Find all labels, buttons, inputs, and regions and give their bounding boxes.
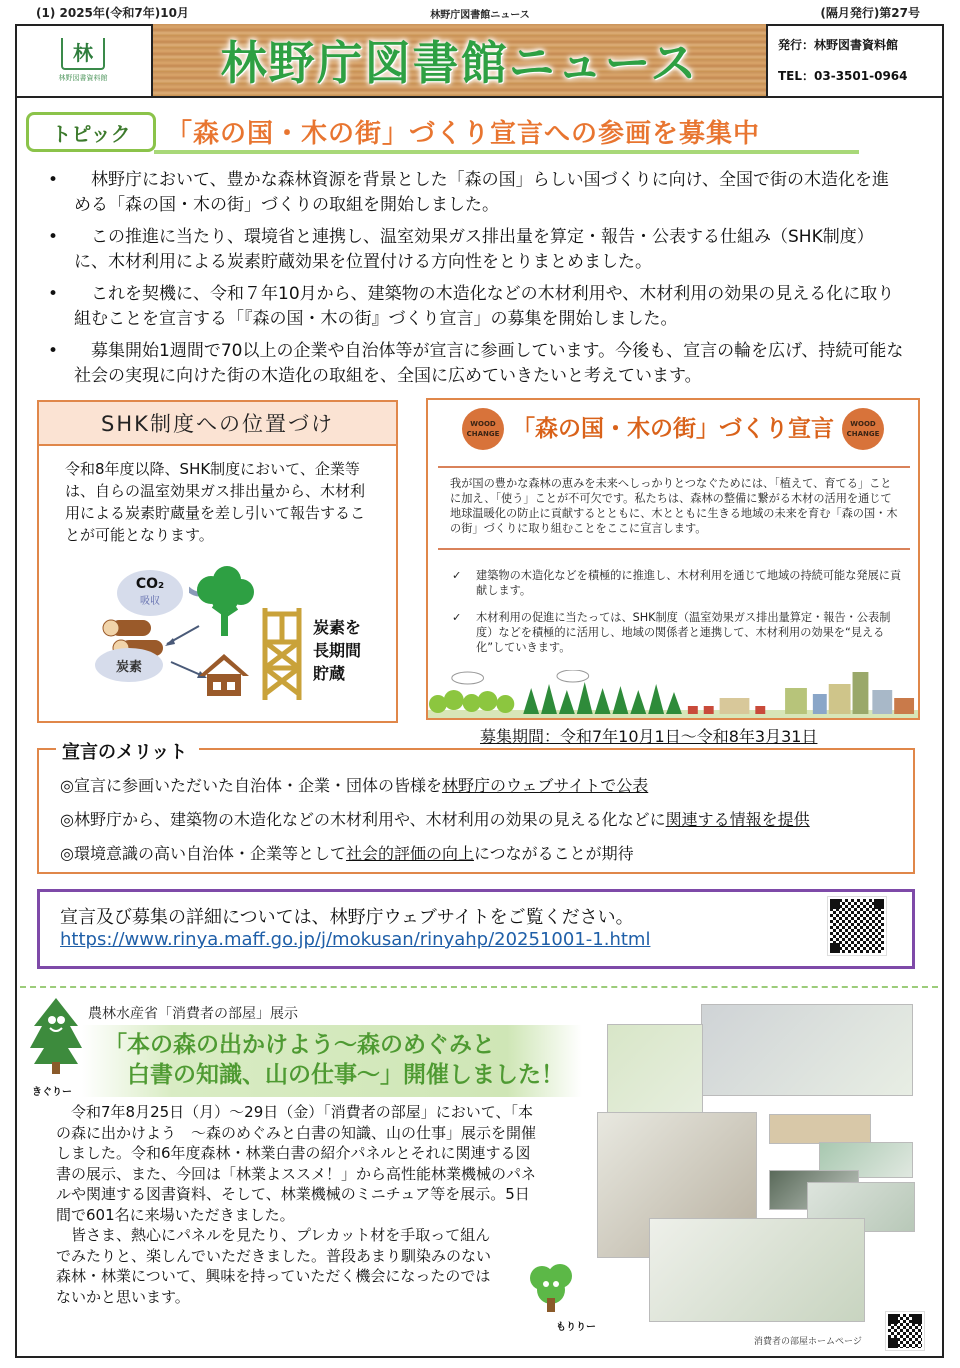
merit-item: ◎林野庁から、建築物の木造化などの木材利用や、木材利用の効果の見える化などに関連する情報を提供 <box>60 810 810 829</box>
carbon-bubble: 炭素 <box>95 648 163 682</box>
newsletter-title: 林野庁図書館ニュース <box>220 36 699 90</box>
exhibit-photo <box>769 1114 871 1144</box>
commitment-item: ✓ 木材利用の促進に当たっては、SHK制度（温室効果ガス排出量算定・報告・公表制度）などを積極的に活用し、地域の関係者と連携して、木材利用の効果を“見える化”していきます。 <box>452 611 891 654</box>
details-text: 宣言及び募集の詳細については、林野庁ウェブサイトをご覧ください。 <box>60 907 634 928</box>
book-logo-icon: 林 <box>61 38 105 70</box>
declaration-statement: 我が国の豊かな森林の恵みを未来へしっかりとつなぐためには、「植えて、育てる」ことに加え、「使う」ことが不可欠です。私たちは、森林の整備に繋がる木材の活用を通じて地球温暖化の防止に貢献するとともに、木とともに生きる地域の未来を育む「森の国・木の街」づくりに取り組むことをここに宣言します。 <box>450 477 898 535</box>
declaration-commitments <box>452 568 902 667</box>
wood-change-logo-icon: WOOD CHANGE <box>842 408 884 450</box>
recruitment-period: 募集期間：令和7年10月1日～令和8年3月31日 <box>480 727 818 746</box>
shk-body: 令和8年度以降、SHK制度において、企業等は、自らの温室効果ガス排出量から、木材利用による炭素貯蔵量を差し引いて報告することが可能となります。 <box>65 460 366 544</box>
exhibit-photo <box>701 1004 913 1096</box>
wood-change-logo-icon: WOOD CHANGE <box>462 408 504 450</box>
declaration-panel <box>426 398 920 720</box>
shk-panel <box>37 400 398 723</box>
commitment-item: ✓ 建築物の木造化などを積極的に推進し、木材利用を通じて地域の持続可能な発展に貢献します。 <box>452 569 902 597</box>
storage-label: 炭素を 長期間 貯蔵 <box>313 618 362 683</box>
topic-title: 「森の国・木の街」づくり宣言への参画を募集中 <box>166 119 761 149</box>
exhibition-photo-collage <box>597 1002 917 1322</box>
logo-caption: 林野図書資料館 <box>58 73 108 82</box>
moriri-label: もりりー <box>556 1322 596 1333</box>
homepage-label: 消費者の部屋ホームページ <box>754 1337 862 1347</box>
telephone: TEL：03-3501-0964 <box>778 69 908 83</box>
moriri-mascot-icon <box>528 1262 574 1314</box>
event-title: 「本の森の出かけよう～森のめぐみと 白書の知識、山の仕事～」開催しました！ <box>104 1032 564 1088</box>
check-icon: ✓ <box>452 569 462 582</box>
divider <box>438 548 910 550</box>
check-icon: ✓ <box>452 611 462 624</box>
event-subtitle: 農林水産省「消費者の部屋」展示 <box>88 1006 298 1022</box>
newsletter-name-small: 林野庁図書館ニュース <box>430 10 530 21</box>
publisher-info <box>768 24 944 96</box>
house-icon <box>197 652 251 698</box>
declaration-title: 「森の国・木の街」づくり宣言 <box>512 416 834 442</box>
bullet-item: • 募集開始1週間で70以上の企業や自治体等が宣言に参画しています。今後も、宣言の輪を広げ、持続可能な社会の実現に向けた街の木造化の取組を、全国に広めていきたいと考えています。 <box>48 339 904 389</box>
shk-heading: SHK制度への位置づけ <box>39 402 396 446</box>
issue-date: (1) 2025年(令和7年)10月 <box>36 6 189 20</box>
merits-label: 宣言のメリット <box>56 738 199 764</box>
issue-number: (隔月発行)第27号 <box>820 6 920 20</box>
divider <box>438 466 910 468</box>
exhibit-photo <box>649 1218 865 1322</box>
bullet-item: • 林野庁において、豊かな森林資源を背景とした「森の国」らしい国づくりに向け、全国で街の木造化を進める「森の国・木の街」づくりの取組を開始しました。 <box>48 168 904 218</box>
merit-item: ◎宣言に参画いただいた自治体・企業・団体の皆様を林野庁のウェブサイトで公表 <box>60 776 649 795</box>
forest-city-illustration <box>428 670 918 718</box>
merit-item: ◎環境意識の高い自治体・企業等として社会的評価の向上につながることが期待 <box>60 844 634 863</box>
merits-list <box>60 776 810 878</box>
masthead <box>15 24 944 98</box>
details-link[interactable]: https://www.rinya.maff.go.jp/j/mokusan/rinyahp/20251001-1.html <box>60 929 651 950</box>
section-divider <box>20 986 938 988</box>
timber-frame-icon <box>261 608 303 700</box>
bullet-item: • これを契機に、令和７年10月から、建築物の木造化などの木材利用や、木材利用の効果の見える化に取り組むことを宣言する「『森の国・木の街』づくり宣言」の募集を開始しました。 <box>48 282 904 332</box>
library-logo <box>15 24 153 96</box>
bullet-item: • この推進に当たり、環境省と連携し、温室効果ガス排出量を算定・報告・公表する仕組み（SHK制度）に、木材利用による炭素貯蔵効果を位置付ける方向性をとりまとめました。 <box>48 225 904 275</box>
publisher: 発行：林野図書資料館 <box>778 38 899 52</box>
event-body: 令和7年8月25日（月）～29日（金）「消費者の部屋」において、「本の森に出かけよう ～森のめぐみと白書の知識、山の仕事」展示を開催しました。令和6年度森林・林業白書の紹介パネルとそれに関連する図書の展示、また、今回は「林業よススメ！」から高性能林業機械のパネルや関連する図書資料、そして、林業機械のミニチュア等を展示。5日間で601名に来場いただきました。 皆さま、熱心にパネルを見たり、プレカット材を手取って組んでみたりと、楽しんでいただきました。普段あまり馴染みのない森林・林業について、興味を持っていただく機会になったのではないかと思います。 <box>56 1103 537 1306</box>
topic-bullets <box>48 168 904 396</box>
title-banner <box>153 24 768 96</box>
kiguri-mascot-icon <box>30 996 82 1076</box>
carbon-diagram <box>39 546 396 736</box>
qr-code-icon[interactable] <box>828 897 886 955</box>
qr-code-icon[interactable] <box>886 1312 924 1350</box>
topic-badge: トピック <box>26 112 156 152</box>
topic-underline <box>154 150 859 154</box>
co2-bubble: CO₂ 吸収 <box>117 570 183 616</box>
kiguri-label: きぐりー <box>32 1087 72 1098</box>
